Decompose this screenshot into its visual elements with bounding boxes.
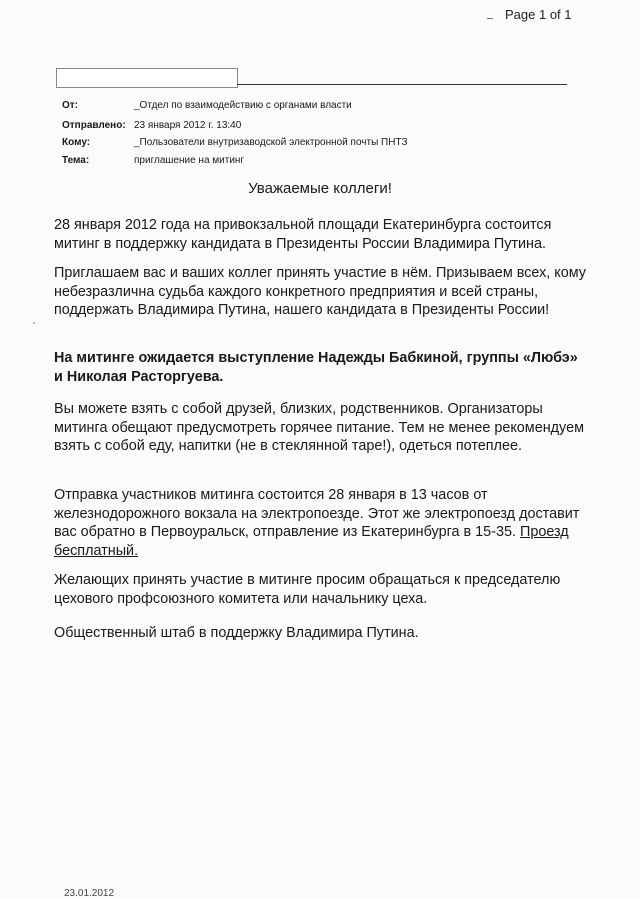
subject-label: Тема: xyxy=(62,155,90,166)
to-value: _Пользователи внутризаводской электронной почты ПНТЗ xyxy=(134,137,408,148)
paragraph-5 xyxy=(54,486,586,560)
paragraph-1-text: 28 января 2012 года на привокзальной площади Екатеринбурга состоится митинг в поддержку кандидата в Президенты России Владимира Путина. xyxy=(54,217,552,252)
paragraph-4-text: Вы можете взять с собой друзей, близких, родственников. Организаторы митинга обещают предусмотреть горячее питание. Тем не менее рекомендуем взять с собой еду, напитки (не в стеклянной таре!), одеться потеплее. xyxy=(54,401,584,454)
page-number: Page 1 of 1 xyxy=(505,7,572,22)
signature-line: Общественный штаб в поддержку Владимира Путина. xyxy=(54,625,419,641)
paragraph-5-text xyxy=(54,486,586,560)
paragraph-6-text: Желающих принять участие в митинге просим обращаться к председателю цехового профсоюзного комитета или начальнику цеха. xyxy=(54,572,561,607)
paragraph-6 xyxy=(54,571,586,608)
sent-label: Отправлено: xyxy=(62,120,126,131)
footer-date: 23.01.2012 xyxy=(64,888,115,899)
subject-value: приглашение на митинг xyxy=(134,155,245,166)
greeting: Уважаемые коллеги! xyxy=(248,180,392,197)
scan-speck xyxy=(33,322,35,324)
to-label: Кому: xyxy=(62,137,91,148)
redacted-sender-box xyxy=(56,68,238,88)
from-label: От: xyxy=(62,100,79,111)
paragraph-2-text: Приглашаем вас и ваших коллег принять участие в нём. Призываем всех, кому небезразлична судьба каждого конкретного предприятия и всей страны, поддержать Владимира Путина, нашего кандидата в Президенты России! xyxy=(54,265,586,318)
from-value: _Отдел по взаимодействию с органами власти xyxy=(134,100,352,111)
paragraph-5-main: Отправка участников митинга состоится 28 января в 13 часов от железнодорожного вокзала на электропоезде. Этот же электропоезд доставит вас обратно в Первоуральск, отправление из Екатеринбурга в 15-35. xyxy=(54,487,580,540)
paragraph-7 xyxy=(54,624,586,643)
paragraph-2 xyxy=(54,264,586,320)
paragraph-4 xyxy=(54,400,586,456)
header-rule xyxy=(237,84,567,85)
free-travel-note: Проезд бесплатный. xyxy=(54,524,569,559)
paragraph-3-text: На митинге ожидается выступление Надежды Бабкиной, группы «Любэ» и Николая Расторгуева. xyxy=(54,350,578,385)
paragraph-3 xyxy=(54,349,586,386)
sent-value: 23 января 2012 г. 13:40 xyxy=(134,120,242,131)
paragraph-1 xyxy=(54,216,586,253)
scan-mark xyxy=(487,18,493,19)
